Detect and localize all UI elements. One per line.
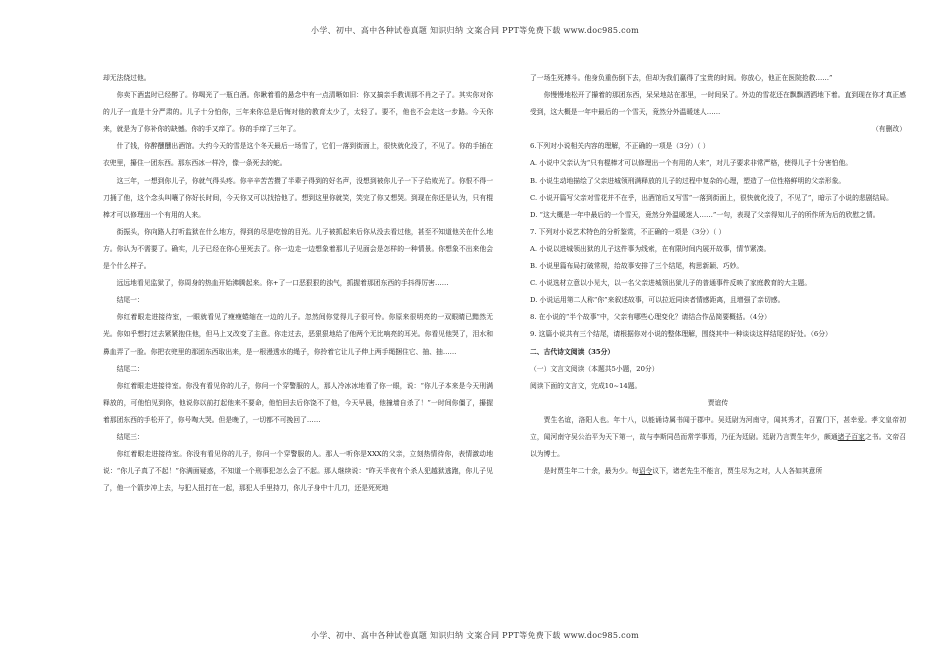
question: 7. 下列对小说艺术特色的分析鉴赏，不正确的一项是（3分）（ ） xyxy=(530,227,726,236)
paragraph: 什了钱，你醉醺醺出酒馆。大约今天的雪是这个冬天最后一场雪了，它们一落到街面上，很快就化没了，不见了。你的手插在衣兜里，攥住一团东西。那东西冰一样冷，像一条死去的蛇。 xyxy=(103,142,493,168)
question: 8. 在小说的“半个故事”中，父亲有哪些心理变化？请结合作品简要概括。（4分） xyxy=(530,313,771,322)
text-run: 之书。文帝召以为博士。 xyxy=(530,432,907,459)
option: C. 小说开篇写父亲对雪花并不在乎，出酒馆后又写雪“一落到街面上，很快就化没了，不见了”，暗示了小说的悲剧结局。 xyxy=(530,193,893,202)
option: D. 小说运用第二人称“你”来叙述故事，可以拉近同读者情感距离，且增强了亲切感。 xyxy=(530,296,785,305)
paragraph: 这三年，一想到你儿子，你就气得头疼。你辛辛苦苦攒了半辈子得到的好名声，没想到被你儿子一下子给败光了。你恨不得一刀捅了他，这个念头叫嚷了你好长时间，今天你又可以找拾他了。想到这里你就笑，笑完了你又想哭。到现在你还是认为，只有棍棒才可以修理出一个有用的人来。 xyxy=(103,176,493,219)
ending-label: 结尾一： xyxy=(116,296,144,305)
question: 9. 这篇小说共有三个结尾，请根据你对小说的整体理解，围绕其中一种谈谈这样结尾的好处。（6分） xyxy=(530,330,832,339)
page-footer: 小学、初中、高中各种试卷真题 知识归纳 文案合同 PPT等免费下载 www.doc985.com xyxy=(311,631,639,640)
ending-label: 结尾二： xyxy=(116,364,144,373)
option: A. 小说以进城领出狱的儿子这件事为线索，在有限时间内展开故事，情节紧凑。 xyxy=(530,244,771,253)
page-header: 小学、初中、高中各种试卷真题 知识归纳 文案合同 PPT等免费下载 www.doc985.com xyxy=(311,26,639,35)
right-column xyxy=(530,70,906,480)
text-run: 贾生名谊，洛阳人也。年十八，以能诵诗属书闻于郡中。吴廷尉为河南守，闻其秀才，召置门下，甚幸爱。孝文皇帝初立，闻河南守吴公治平为天下第一，故与李斯同邑而常学事焉，乃征为廷尉。廷尉乃言贾生年少，颇通 xyxy=(530,415,906,441)
paragraph: 你红着眼走进接待室。你没有看见你的儿子，你问一个穿警服的人。那人一听你是XXX的父亲，立刻热情待你，表情激动地说：“你儿子真了不起！”你满面疑惑，不知道一个刑事犯怎么会了不起。那人继续说：“昨天半夜有个杀人犯越狱逃跑，你儿子见了，他一个箭步冲上去，与犯人扭打在一起，那犯人手里持刀，你儿子身中十几刀，还是死死地 xyxy=(103,450,493,493)
option: B. 小说生动地描绘了父亲进城领刑满释放的儿子的过程中复杂的心理，塑造了一位性格鲜明的父亲形象。 xyxy=(530,176,846,185)
classical-paragraph xyxy=(530,463,906,480)
question: 6.下列对小说相关内容的理解，不正确的一项是（3分）（ ） xyxy=(530,142,710,151)
paragraph: 你红着眼走进接待室。你没有看见你的儿子，你问一个穿警服的人，那人冷冰冰地看了你一眼，说：“你儿子本来是今天刑满释放的，可他怕见到你，他说你以前打起他来不要命，他怕回去后你饶不了他，今天早晨，他撞墙自杀了！”一时间你僵了，攥握着那团东西的手松开了，你号啕大哭。但是晚了，一切都不可挽回了…… xyxy=(103,381,493,424)
paragraph: 街振头，你向路人打听监狱在什么地方，得到的尽是吃惊的目光。儿子被抓起来后你从没去看过他，甚至不知道他关在什么地方。你认为不需要了。确实，儿子已经在你心里死去了。你一边走一边想象着那儿子见面会是怎样的一种情景。你想象不出来他会是个什么样子。 xyxy=(103,227,493,271)
option: A. 小说中父亲认为“只有棍棒才可以修理出一个有用的人来”，对儿子要求非常严格，使得儿子十分害怕他。 xyxy=(530,159,853,168)
section-heading: 二、古代诗文阅读（35分） xyxy=(530,347,615,356)
paragraph: 远远地看见监狱了，你周身的热血开始沸腾起来。你+了一口恶狠狠的浊气，抓握着那团东西的手抖得厉害…… xyxy=(116,279,449,288)
paragraph: 你卖下酒盅时已经醉了。你喝光了一瓶白酒。你瞅着看的悬念中有一点清晰如旧：你又搞亲手教训那不肖之子了。其实你对你的儿子一直是十分严肃的。儿子十分怕你，三年来你总是后悔对他的教育太少了，太轻了。要不，他也不会走这一步路。今天你来，就是为了你补你的缺憾。你的手又痒了。你的手痒了三年了。 xyxy=(103,91,493,134)
option: C. 小说选材立意以小见大，以一名父亲进城领出狱儿子的普通事件反映了家庭教育的大主题。 xyxy=(530,279,812,288)
source-note: （有删改） xyxy=(872,125,906,134)
underlined-term: 诏令 xyxy=(638,467,653,476)
paragraph: 却无法绕过他。 xyxy=(103,74,151,82)
classical-paragraph xyxy=(530,412,906,463)
classical-title: 贾谊传 xyxy=(707,398,729,407)
paragraph: 你慢慢地松开了攥着的那团东西，呆呆地站在那里，一时间呆了。外边的雪花还在飘飘洒洒地下着。直到现在你才真正感受到，这大概是一年中最后的一个雪天，竟然分外温暖迷人…… xyxy=(530,91,906,117)
ending-label: 结尾三： xyxy=(116,432,144,441)
underlined-term: 诸子百家 xyxy=(837,432,866,441)
option: D. “这大概是一年中最后的一个雪天，竟然分外温暖迷人……”一句，表现了父亲得知儿子的所作所为后的欣慰之情。 xyxy=(530,210,880,219)
text-run: 是时贾生年二十余，最为少。每 xyxy=(543,467,639,476)
subsection-heading: （一）文言文阅读（本题共5小题，20分） xyxy=(530,364,659,373)
paragraph: 了一场生死搏斗。他身负重伤倒下去，但却为我们赢得了宝贵的时间。你放心，他正在医院抢救……” xyxy=(530,74,833,82)
left-column xyxy=(103,70,493,497)
option: B. 小说里篇布局打破常规，给故事安排了三个结尾，构思新颖、巧妙。 xyxy=(530,262,744,271)
paragraph: 你红着眼走进接待室，一眼就看见了瘦瘦蜷缩在一边的儿子。忽然间你觉得儿子很可怜。你原来很明亮的一双眼睛已黯然无光。你如乎想打过去紧紧抱住他，但马上又改变了主意。你走过去，恶狠狠地给了他两个无比响亮的耳光。你看见他哭了，泪水和鼻血弄了一脸。你把衣兜里的那团东西取出来，是一根漫透水的绳子，你拎着它让儿子伸上两手绳捆住它、抽、抽…… xyxy=(103,313,493,356)
instruction: 阅读下面的文言文，完成10~14题。 xyxy=(530,381,642,390)
text-run: 议下，诸老先生不能言，贾生尽为之对，人人各如其意所 xyxy=(652,467,823,476)
